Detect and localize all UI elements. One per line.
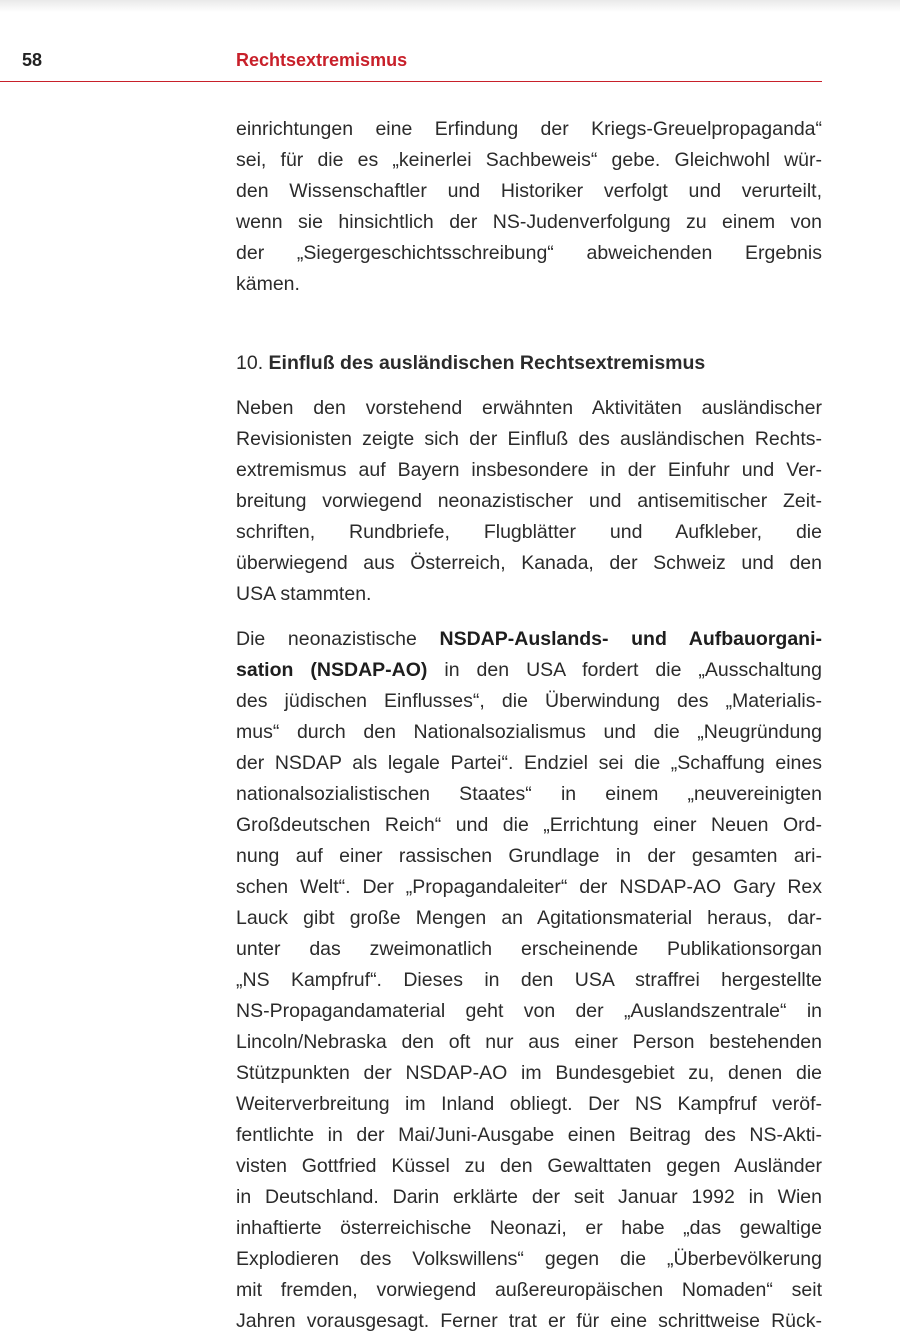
text-line: überwiegend aus Österreich, Kanada, der Schweiz und den <box>236 552 822 574</box>
text-line: sei, für die es „keinerlei Sachbeweis“ gebe. Gleichwohl wür- <box>236 149 822 171</box>
text-line: schen Welt“. Der „Propagandaleiter“ der NSDAP-AO Gary Rex <box>236 876 822 898</box>
text-line: den Wissenschaftler und Historiker verfolgt und verurteilt, <box>236 180 822 202</box>
text-line: nung auf einer rassischen Grundlage in der gesamten ari- <box>236 845 822 867</box>
page-number: 58 <box>22 50 43 70</box>
org-name-bold: NSDAP-Auslands- und Aufbauorgani- <box>439 628 822 650</box>
text-line: Explodieren des Volkswillens“ gegen die „Überbevölkerung <box>236 1248 822 1270</box>
text-line: des jüdischen Einflusses“, die Überwindung des „Materialis- <box>236 690 822 712</box>
text-line: der „Siegergeschichtsschreibung“ abweichenden Ergebnis <box>236 242 822 264</box>
section-heading <box>236 348 822 379</box>
text-line: wenn sie hinsichtlich der NS-Judenverfolgung zu einem von <box>236 211 822 233</box>
header-rule <box>0 81 822 82</box>
section-number: 10. <box>236 352 264 374</box>
text-line: schriften, Rundbriefe, Flugblätter und Aufkleber, die <box>236 521 822 543</box>
body-text <box>236 114 822 1337</box>
text-line: Jahren vorausgesagt. Ferner trat er für eine schrittweise Rück- <box>236 1310 822 1332</box>
text-line: einrichtungen eine Erfindung der Kriegs-Greuelpropaganda“ <box>236 118 822 140</box>
text-line: USA stammten. <box>236 583 372 605</box>
paragraph-gap <box>236 610 822 624</box>
text-line: mit fremden, vorwiegend außereuropäischen Nomaden“ seit <box>236 1279 822 1301</box>
running-title: Rechtsextremismus <box>236 50 408 70</box>
text-line: breitung vorwiegend neonazistischer und antisemitischer Zeit- <box>236 490 822 512</box>
text-line: inhaftierte österreichische Neonazi, er habe „das gewaltige <box>236 1217 822 1239</box>
org-name-bold-cont: sation (NSDAP-AO) <box>236 659 428 681</box>
paragraph-1 <box>236 114 822 300</box>
text-line: Lincoln/Nebraska den oft nur aus einer Person bestehenden <box>236 1031 822 1053</box>
text-line: nationalsozialistischen Staates“ in einem „neuvereinigten <box>236 783 822 805</box>
text-line <box>236 655 822 686</box>
page-top-shade <box>0 0 900 12</box>
text-line: der NSDAP als legale Partei“. Endziel sei die „Schaffung eines <box>236 752 822 774</box>
paragraph-3 <box>236 624 822 1337</box>
text-line: mus“ durch den Nationalsozialismus und die „Neugründung <box>236 721 822 743</box>
paragraph-2 <box>236 393 822 610</box>
text-line: in Deutschland. Darin erklärte der seit Januar 1992 in Wien <box>236 1186 822 1208</box>
running-header <box>0 50 900 80</box>
text-line: visten Gottfried Küssel zu den Gewalttaten gegen Ausländer <box>236 1155 822 1177</box>
text-line: Weiterverbreitung im Inland obliegt. Der NS Kampfruf veröf- <box>236 1093 822 1115</box>
text-line: extremismus auf Bayern insbesondere in der Einfuhr und Ver- <box>236 459 822 481</box>
text-line: NS-Propagandamaterial geht von der „Auslandszentrale“ in <box>236 1000 822 1022</box>
text-line: Revisionisten zeigte sich der Einfluß des ausländischen Rechts- <box>236 428 822 450</box>
text-rest: in den USA fordert die „Ausschaltung <box>427 659 822 681</box>
intro-text: Die neonazistische <box>236 628 440 650</box>
text-line: Stützpunkten der NSDAP-AO im Bundesgebiet zu, denen die <box>236 1062 822 1084</box>
section-title: Einfluß des ausländischen Rechtsextremismus <box>268 352 706 374</box>
text-line: fentlichte in der Mai/Juni-Ausgabe einen Beitrag des NS-Akti- <box>236 1124 822 1146</box>
text-line <box>236 624 822 655</box>
text-line: Lauck gibt große Mengen an Agitationsmaterial heraus, dar- <box>236 907 822 929</box>
text-line: unter das zweimonatlich erscheinende Publikationsorgan <box>236 938 822 960</box>
text-line: „NS Kampfruf“. Dieses in den USA straffrei hergestellte <box>236 969 822 991</box>
text-line: Großdeutschen Reich“ und die „Errichtung einer Neuen Ord- <box>236 814 822 836</box>
text-line: kämen. <box>236 273 300 295</box>
text-line: Neben den vorstehend erwähnten Aktivitäten ausländischer <box>236 397 822 419</box>
